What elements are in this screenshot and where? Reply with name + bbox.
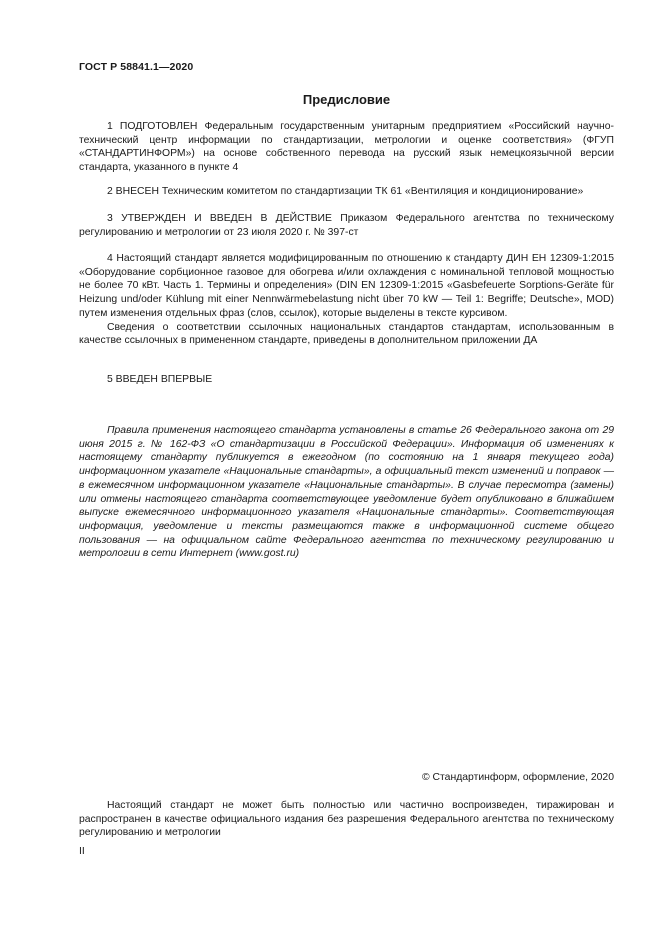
item-3-block (79, 212, 614, 239)
item-3: 3 УТВЕРЖДЕН И ВВЕДЕН В ДЕЙСТВИЕ Приказом Федерального агентства по техническому регулированию и метрологии от 23 июля 2020 г. № 397-ст (79, 213, 614, 238)
copyright-line: © Стандартинформ, оформление, 2020 (421, 772, 614, 783)
application-rules-notice: Правила применения настоящего стандарта установлены в статье 26 Федерального закона от 29 июня 2015 г. № 162-ФЗ «О стандартизации в Российской Федерации». Информация об изменениях к настоящему стандарту публикуется в ежегодном (по состоянию на 1 января текущего года) информационном указателе «Национальные стандарты», а официальный текст изменений и поправок — в ежемесячном информационном указателе «Национальные стандарты». В случае пересмотра (замены) или отмены настоящего стандарта соответствующее уведомление будет опубликовано в ближайшем выпуске ежемесячного информационного указателя «Национальные стандарты». Соответствующая информация, уведомление и тексты размещаются также в информационной системе общего пользования — на официальном сайте Федерального агентства по техническому регулированию и метрологии в сети Интернет (www.gost.ru) (79, 425, 614, 560)
item-2: 2 ВНЕСЕН Техническим комитетом по стандартизации ТК 61 «Вентиляция и кондиционирование» (107, 186, 584, 197)
item-5-block (79, 373, 614, 387)
item-4-references: Сведения о соответствии ссылочных национальных стандартов стандартам, использованным в качестве ссылочных в примененном стандарте, приведены в дополнительном приложении ДА (79, 321, 614, 347)
document-code-header: ГОСТ Р 58841.1—2020 (79, 61, 194, 73)
item-1-block (79, 120, 614, 175)
page-title: Предисловие (302, 92, 391, 107)
item-5: 5 ВВЕДЕН ВПЕРВЫЕ (107, 374, 213, 385)
item-4-block (79, 252, 614, 348)
item-4: 4 Настоящий стандарт является модифицированным по отношению к стандарту ДИН ЕН 12309-1:2015 «Оборудование сорбционное газовое для обогрева и/или охлаждения с номинальной тепловой мощностью не более 70 кВт. Часть 1. Термины и определения» (DIN EN 12309-1:2015 «Gasbefeuerte Sorptions-Geräte für Heizung und/oder Kühlung mit einer Nennwärmebelastung nicht über 70 kW — Teil 1: Begriffe; Deutsche», MOD) путем изменения отдельных фраз (слов, ссылок), которые выделены в тексте курсивом. (79, 253, 614, 319)
item-1: 1 ПОДГОТОВЛЕН Федеральным государственным унитарным предприятием «Российский научно-технический центр информации по стандартизации, метрологии и оценке соответствия» (ФГУП «СТАНДАРТИНФОРМ») на основе собственного перевода на русский язык немецкоязычной версии стандарта, указанного в пункте 4 (79, 121, 614, 174)
reproduction-block (79, 799, 614, 840)
page-number: II (79, 846, 85, 857)
reproduction-notice: Настоящий стандарт не может быть полностью или частично воспроизведен, тиражирован и распространен в качестве официального издания без разрешения Федерального агентства по техническому регулированию и метрологии (79, 800, 614, 839)
item-2-block (79, 185, 614, 199)
notice-block (79, 424, 614, 561)
